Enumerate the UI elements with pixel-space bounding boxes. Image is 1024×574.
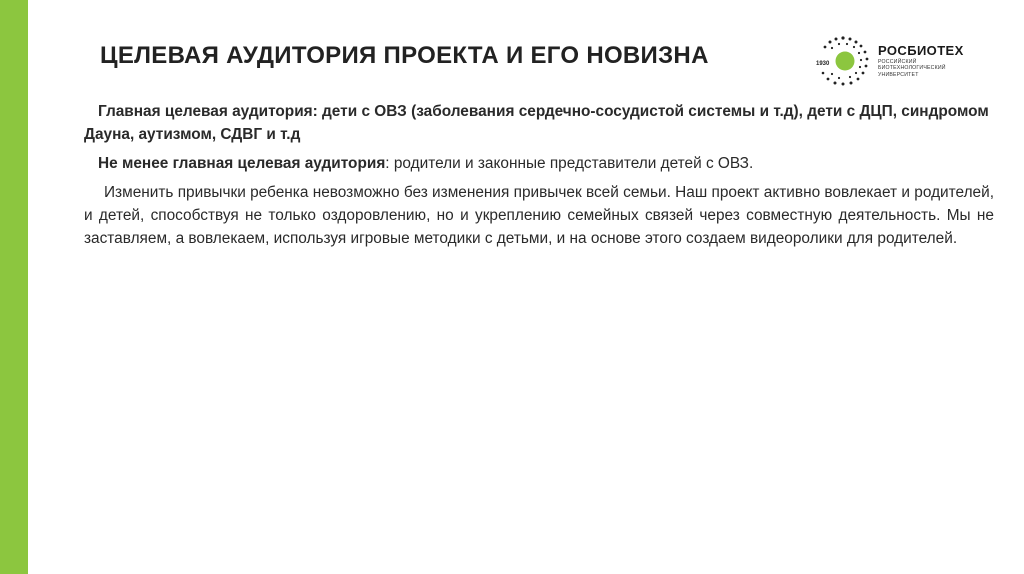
secondary-audience-rest: : родители и законные представители детей с ОВЗ. bbox=[385, 155, 754, 172]
slide-title: ЦЕЛЕВАЯ АУДИТОРИЯ ПРОЕКТА И ЕГО НОВИЗНА bbox=[100, 42, 709, 69]
logo-subtitle: РОССИЙСКИЙ БИОТЕХНОЛОГИЧЕСКИЙ УНИВЕРСИТЕТ bbox=[878, 59, 946, 78]
rosbiotech-logo-icon bbox=[814, 32, 872, 90]
description-paragraph: Изменить привычки ребенка невозможно без изменения привычек всей семьи. Наш проект активно вовлекает и родителей, и детей, способствуя не только оздоровлению, но и укреплению семейных связей через совместную деятельность. Мы не заставляем, а вовлекаем, используя игровые методики с детьми, и на основе этого создаем видеоролики для родителей. bbox=[84, 184, 994, 247]
logo bbox=[814, 32, 1014, 92]
logo-year: 1930 bbox=[816, 61, 830, 67]
main-audience-paragraph: Главная целевая аудитория: дети с ОВЗ (заболевания сердечно-сосудистой системы и т.д), дети с ДЦП, синдромом Дауна, аутизмом, СДВГ и т.д bbox=[84, 103, 989, 143]
logo-name: РОСБИОТЕХ bbox=[878, 43, 964, 58]
secondary-audience-paragraph bbox=[84, 152, 994, 175]
slide-content bbox=[84, 100, 994, 256]
secondary-audience-lead: Не менее главная целевая аудитория bbox=[98, 155, 386, 172]
accent-bar bbox=[0, 0, 28, 574]
